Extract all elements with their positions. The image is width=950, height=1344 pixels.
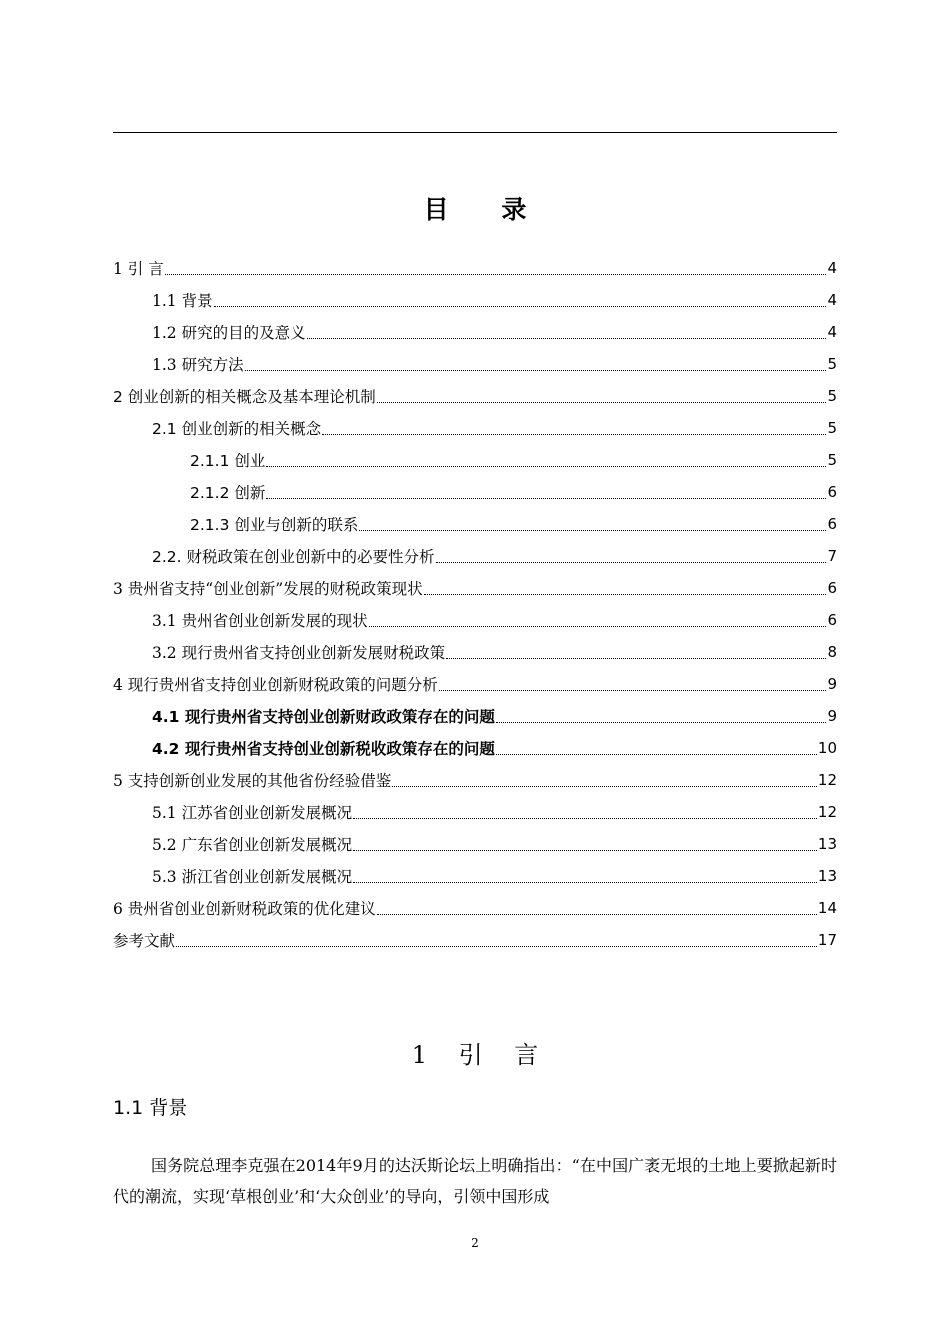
toc-entry-label: 4.2 现行贵州省支持创业创新税收政策存在的问题: [152, 740, 495, 758]
toc-entry-label: 1.1 背景: [152, 292, 213, 310]
toc-leader-dots: [165, 274, 827, 275]
toc-entry-label: 2.1.2 创新: [190, 484, 266, 502]
toc-leader-dots: [322, 434, 826, 435]
toc-entry-label: 3.2 现行贵州省支持创业创新发展财税政策: [152, 644, 446, 662]
toc-entry[interactable]: [113, 860, 837, 892]
toc-entry-page: 4: [827, 323, 837, 341]
toc-entry-page: 6: [827, 579, 837, 597]
toc-leader-dots: [377, 914, 817, 915]
toc-entry[interactable]: [113, 604, 837, 636]
toc-entry-page: 9: [827, 675, 837, 693]
toc-leader-dots: [245, 370, 827, 371]
toc-entry-label: 1.2 研究的目的及意义: [152, 324, 306, 342]
toc-entry[interactable]: [113, 892, 837, 924]
toc-entry-page: 14: [817, 899, 837, 917]
toc-entry[interactable]: [113, 348, 837, 380]
toc-entry[interactable]: [113, 444, 837, 476]
toc-entry[interactable]: [113, 764, 837, 796]
subsection-heading: 1.1 背景: [113, 1097, 188, 1119]
toc-leader-dots: [392, 786, 817, 787]
toc-entry[interactable]: [113, 636, 837, 668]
toc-entry-page: 8: [827, 643, 837, 661]
toc-leader-dots: [353, 882, 817, 883]
toc-entry-page: 7: [827, 547, 837, 565]
toc-entry-page: 6: [827, 483, 837, 501]
toc-entry[interactable]: [113, 508, 837, 540]
toc-entry-label: 1 引 言: [113, 260, 164, 278]
toc-leader-dots: [446, 658, 826, 659]
toc-entry[interactable]: [113, 316, 837, 348]
section-heading: 1 引 言: [411, 1041, 551, 1069]
toc-entry[interactable]: [113, 700, 837, 732]
toc-entry-label: 4.1 现行贵州省支持创业创新财政政策存在的问题: [152, 708, 495, 726]
toc-entry[interactable]: [113, 668, 837, 700]
header-rule: [113, 132, 837, 133]
toc-entry-page: 5: [827, 419, 837, 437]
toc-leader-dots: [214, 306, 827, 307]
toc-entry-label: 2.1.3 创业与创新的联系: [190, 516, 359, 534]
toc-entry-page: 13: [817, 867, 837, 885]
toc-leader-dots: [424, 594, 827, 595]
toc-leader-dots: [496, 722, 827, 723]
toc-entry-page: 4: [827, 291, 837, 309]
toc-entry[interactable]: [113, 732, 837, 764]
toc-entry[interactable]: [113, 252, 837, 284]
toc-entry-page: 12: [817, 803, 837, 821]
toc-entry-page: 17: [817, 931, 837, 949]
toc-entry-label: 5.3 浙江省创业创新发展概况: [152, 868, 353, 886]
toc-title: 目 录: [423, 195, 549, 224]
toc-entry-label: 2.2. 财税政策在创业创新中的必要性分析: [152, 548, 435, 566]
toc-entry-page: 4: [827, 259, 837, 277]
toc-leader-dots: [353, 850, 817, 851]
toc-entry[interactable]: [113, 828, 837, 860]
toc-entry-page: 13: [817, 835, 837, 853]
toc-entry-page: 6: [827, 515, 837, 533]
toc-entry-page: 5: [827, 387, 837, 405]
toc-leader-dots: [369, 626, 827, 627]
toc-entry-label: 4 现行贵州省支持创业创新财税政策的问题分析: [113, 676, 438, 694]
toc-leader-dots: [176, 946, 817, 947]
toc-entry-page: 5: [827, 451, 837, 469]
toc-leader-dots: [266, 498, 826, 499]
toc-entry-label: 3.1 贵州省创业创新发展的现状: [152, 612, 368, 630]
toc-entry[interactable]: [113, 540, 837, 572]
toc-leader-dots: [266, 466, 826, 467]
toc-entry-label: 2.1 创业创新的相关概念: [152, 420, 322, 438]
toc-leader-dots: [496, 754, 817, 755]
toc-entry-page: 5: [827, 355, 837, 373]
toc-entry-label: 1.3 研究方法: [152, 356, 244, 374]
toc-entry-label: 6 贵州省创业创新财税政策的优化建议: [113, 900, 376, 918]
toc-entry[interactable]: [113, 380, 837, 412]
toc-entry-page: 9: [827, 707, 837, 725]
toc-entry-label: 3 贵州省支持“创业创新”发展的财税政策现状: [113, 580, 423, 598]
toc-entry[interactable]: [113, 924, 837, 956]
toc-entry[interactable]: [113, 284, 837, 316]
toc-leader-dots: [439, 690, 827, 691]
toc-entry-page: 10: [817, 739, 837, 757]
toc-entry-label: 5 支持创新创业发展的其他省份经验借鉴: [113, 772, 392, 790]
toc-entry-page: 12: [817, 771, 837, 789]
toc-entry[interactable]: [113, 572, 837, 604]
toc-entry-page: 6: [827, 611, 837, 629]
toc-entry-label: 5.2 广东省创业创新发展概况: [152, 836, 353, 854]
table-of-contents: [113, 252, 837, 956]
body-paragraph: 国务院总理李克强在2014年9月的达沃斯论坛上明确指出：“在中国广袤无垠的土地上要掀起新时代的潮流，实现‘草根创业’和‘大众创业’的导向，引领中国形成: [113, 1156, 837, 1206]
toc-entry[interactable]: [113, 412, 837, 444]
toc-leader-dots: [307, 338, 827, 339]
page-number: 2: [471, 1236, 479, 1250]
toc-entry-label: 2 创业创新的相关概念及基本理论机制: [113, 388, 376, 406]
toc-entry[interactable]: [113, 476, 837, 508]
toc-leader-dots: [377, 402, 827, 403]
toc-entry-label: 2.1.1 创业: [190, 452, 266, 470]
toc-leader-dots: [436, 562, 827, 563]
toc-leader-dots: [353, 818, 817, 819]
toc-entry-label: 参考文献: [113, 932, 176, 950]
toc-entry-label: 5.1 江苏省创业创新发展概况: [152, 804, 353, 822]
toc-entry[interactable]: [113, 796, 837, 828]
toc-leader-dots: [359, 530, 826, 531]
